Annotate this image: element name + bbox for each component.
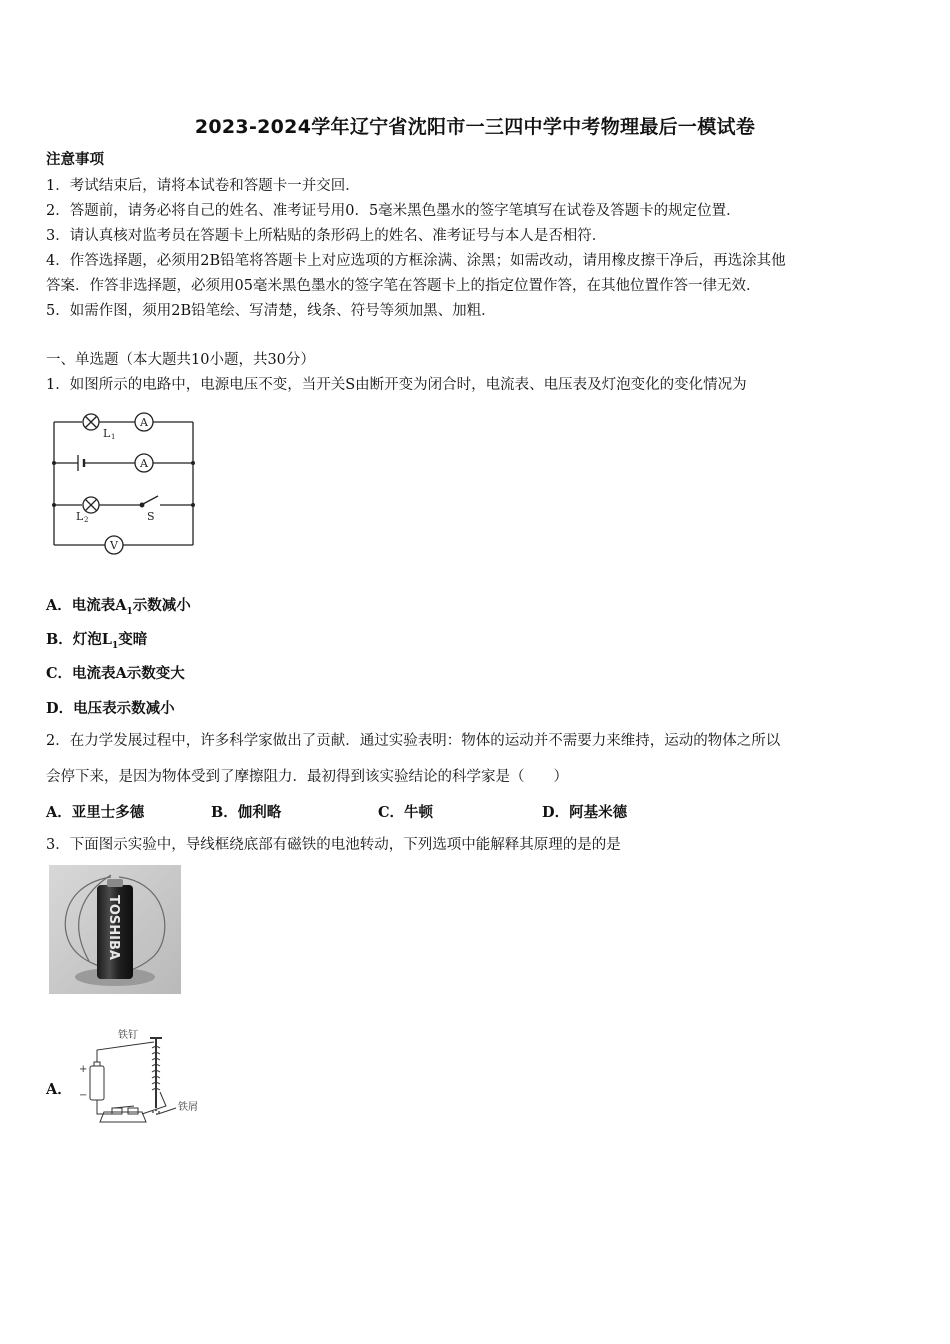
question-3-stem: 3．下面图示实验中，导线框绕底部有磁铁的电池转动，下列选项中能解释其原理的是的是 [46,837,621,853]
notice-item: 1．考试结束后，请将本试卷和答题卡一并交回． [46,178,360,194]
section-heading: 一、单选题（本大题共10小题，共30分） [46,352,315,368]
page-title: 2023-2024学年辽宁省沈阳市一三四中学中考物理最后一模试卷 [194,116,756,138]
switch-s-label: S [147,510,155,523]
electromagnet-diagram [74,1028,210,1132]
lamp-l1-subscript: 1 [111,433,116,441]
minus-terminal-label: − [79,1090,88,1101]
q1-option-a[interactable]: A．电流表$A_1$示数减小 [46,597,191,617]
question-2-stem-cont: 会停下来，是因为物体受到了摩擦阻力．最初得到该实验结论的科学家是（ ） [46,769,568,785]
question-2-stem: 2．在力学发展过程中，许多科学家做出了贡献．通过实验表明：物体的运动并不需要力来维持，运动的物体之所以 [46,733,781,749]
q1-option-c[interactable]: C．电流表A示数变大 [46,665,185,682]
circuit-diagram [48,410,200,556]
lamp-l2-label: L [76,510,84,523]
notice-item: 答案．作答非选择题，必须用05毫米黑色墨水的签字笔在答题卡上的指定位置作答，在其他位置作答一律无效． [46,278,761,294]
voltmeter-label: V [110,539,118,552]
lamp-l1-label: L [103,427,111,440]
battery-brand-text: TOSHIBA [106,895,121,960]
q2-option-a[interactable]: A．亚里士多德 [46,804,145,821]
q1-option-b[interactable]: B．灯泡$L_1$变暗 [46,631,148,651]
lamp-l2-subscript: 2 [84,516,89,524]
q1-option-d[interactable]: D．电压表示数减小 [46,700,175,717]
battery-motor-photo [49,865,181,994]
q3-option-a[interactable]: A． [46,1081,72,1098]
q2-option-b[interactable]: B．伽利略 [211,804,282,821]
nail-label: 铁钉 [118,1030,138,1041]
notice-heading: 注意事项 [46,151,104,168]
ammeter-a1-label: A [140,416,148,429]
q2-option-d[interactable]: D．阿基米德 [542,804,628,821]
notice-item: 3．请认真核对监考员在答题卡上所粘贴的条形码上的姓名、准考证号与本人是否相符． [46,228,607,244]
notice-item: 4．作答选择题，必须用2B铅笔将答题卡上对应选项的方框涂满、涂黑；如需改动，请用橡皮擦干净后，再选涂其他 [46,253,786,269]
plus-terminal-label: + [79,1064,88,1075]
ammeter-a-label: A [140,457,148,470]
notice-item: 5．如需作图，须用2B铅笔绘、写清楚，线条、符号等须加黑、加粗． [46,303,496,319]
q2-option-c[interactable]: C．牛顿 [378,804,434,821]
question-1-stem: 1．如图所示的电路中，电源电压不变，当开关S由断开变为闭合时，电流表、电压表及灯泡变化的变化情况为 [46,377,747,393]
iron-filings-label: 铁屑 [178,1102,198,1113]
notice-item: 2．答题前，请务必将自己的姓名、准考证号用0．5毫米黑色墨水的签字笔填写在试卷及答题卡的规定位置． [46,203,741,219]
